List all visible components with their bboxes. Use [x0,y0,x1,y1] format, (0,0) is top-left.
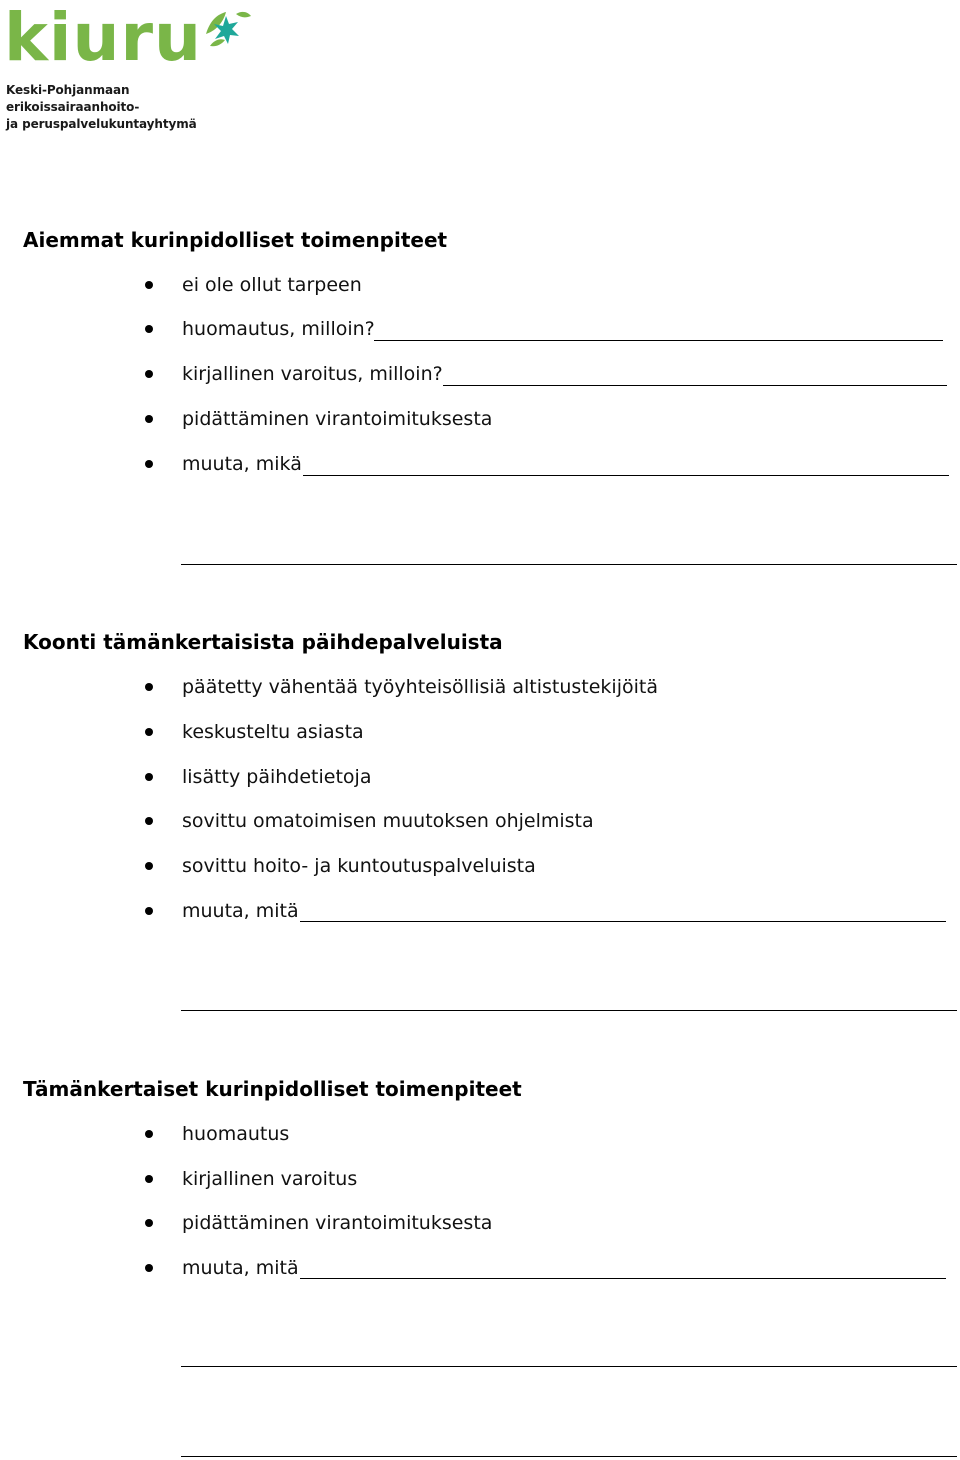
list-item [0,1167,960,1193]
fill-in-line[interactable] [374,340,943,341]
list-item [0,452,960,478]
list-item [0,362,960,388]
item-label: päätetty vähentää työyhteisöllisiä altistustekijöitä [182,676,658,698]
fill-in-line-continuation[interactable] [181,1456,957,1457]
fill-in-line[interactable] [443,385,947,386]
list-item [0,854,960,880]
list-item [0,720,960,746]
logo-wordmark: kiuru [4,0,203,76]
bullet-icon [145,773,153,781]
item-label: keskusteltu asiasta [182,721,364,743]
list-item [0,317,960,343]
bullet-icon [145,415,153,423]
bullet-icon [145,728,153,736]
list-item [0,809,960,835]
bullet-icon [145,817,153,825]
fill-in-line[interactable] [303,475,949,476]
list-item [0,1211,960,1237]
item-label: muuta, mikä [182,453,302,475]
item-label: huomautus, milloin? [182,318,375,340]
fill-in-line-continuation[interactable] [181,1010,957,1011]
item-label: sovittu omatoimisen muutoksen ohjelmista [182,810,594,832]
item-label: ei ole ollut tarpeen [182,274,362,296]
bullet-icon [145,325,153,333]
list-item [0,899,960,925]
section-heading-current-disciplinary: Tämänkertaiset kurinpidolliset toimenpiteet [23,1077,522,1101]
item-label: lisätty päihdetietoja [182,766,372,788]
bullet-icon [145,281,153,289]
item-label: sovittu hoito- ja kuntoutuspalveluista [182,855,536,877]
section-heading-substance-services: Koonti tämänkertaisista päihdepalveluista [23,630,503,654]
bullet-icon [145,1264,153,1272]
item-label: muuta, mitä [182,1257,299,1279]
list-item [0,765,960,791]
fill-in-line[interactable] [300,921,946,922]
list-item [0,407,960,433]
list-item [0,1122,960,1148]
list-item [0,1256,960,1282]
item-label: kirjallinen varoitus [182,1168,358,1190]
bullet-icon [145,370,153,378]
list-item [0,675,960,701]
item-label: pidättäminen virantoimituksesta [182,408,493,430]
item-label: pidättäminen virantoimituksesta [182,1212,493,1234]
bullet-icon [145,907,153,915]
item-label: muuta, mitä [182,900,299,922]
bullet-icon [145,683,153,691]
list-item [0,273,960,299]
bullet-icon [145,1130,153,1138]
bullet-icon [145,1175,153,1183]
logo-org-line-1: Keski-Pohjanmaan erikoissairaanhoito- [6,83,140,114]
kiuru-logo [4,0,254,131]
fill-in-line-continuation[interactable] [181,564,957,565]
logo-org-line-2: ja peruspalvelukuntayhtymä [6,117,197,131]
fill-in-line[interactable] [300,1278,946,1279]
bullet-icon [145,862,153,870]
fill-in-line-continuation[interactable] [181,1366,957,1367]
item-label: huomautus [182,1123,290,1145]
bullet-icon [145,1219,153,1227]
logo-org-name [6,82,266,133]
section-heading-previous-disciplinary: Aiemmat kurinpidolliset toimenpiteet [23,228,448,252]
item-label: kirjallinen varoitus, milloin? [182,363,443,385]
leaf-star-icon [196,6,254,56]
bullet-icon [145,460,153,468]
